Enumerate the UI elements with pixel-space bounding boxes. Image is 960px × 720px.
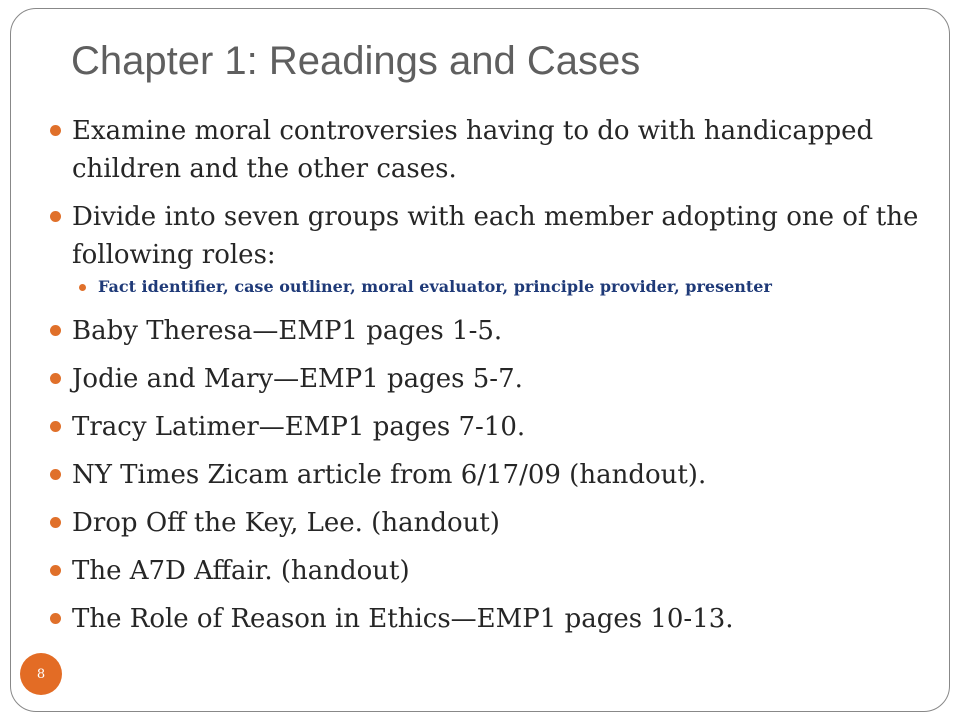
bullet-dot-icon: [50, 421, 61, 432]
bullet-text: Drop Off the Key, Lee. (handout): [72, 508, 500, 538]
bullet-item: [50, 456, 930, 494]
bullet-dot-icon: [50, 517, 61, 528]
bullet-text: Divide into seven groups with each member adopting one of the following roles:: [72, 202, 919, 270]
bullet-dot-icon: [50, 211, 61, 222]
bullet-text: Jodie and Mary—EMP1 pages 5-7.: [72, 364, 523, 394]
bullet-text: NY Times Zicam article from 6/17/09 (handout).: [72, 460, 707, 490]
bullet-item: [50, 198, 930, 274]
bullet-item: [50, 504, 930, 542]
sub-bullet-item: [50, 276, 930, 298]
bullet-item: [50, 112, 930, 188]
bullet-item: [50, 552, 930, 590]
bullet-text: Examine moral controversies having to do with handicapped children and the other cases.: [72, 116, 874, 184]
page-number-badge: 8: [20, 653, 62, 695]
bullet-dot-icon: [50, 325, 61, 336]
bullet-dot-icon: [50, 373, 61, 384]
sub-bullet-text: Fact identifier, case outliner, moral evaluator, principle provider, presenter: [98, 277, 772, 296]
sub-bullet-dot-icon: [79, 284, 86, 291]
bullet-item: [50, 600, 930, 638]
bullet-text: The Role of Reason in Ethics—EMP1 pages 10-13.: [72, 604, 734, 634]
bullet-dot-icon: [50, 613, 61, 624]
bullet-dot-icon: [50, 125, 61, 136]
bullet-dot-icon: [50, 469, 61, 480]
bullet-text: Tracy Latimer—EMP1 pages 7-10.: [72, 412, 526, 442]
bullet-item: [50, 408, 930, 446]
bullet-item: [50, 360, 930, 398]
bullet-dot-icon: [50, 565, 61, 576]
bullet-text: Baby Theresa—EMP1 pages 1-5.: [72, 316, 503, 346]
bullet-text: The A7D Affair. (handout): [72, 556, 410, 586]
slide-title: Chapter 1: Readings and Cases: [71, 39, 641, 83]
bullet-item: [50, 312, 930, 350]
bullet-list: [50, 112, 930, 648]
